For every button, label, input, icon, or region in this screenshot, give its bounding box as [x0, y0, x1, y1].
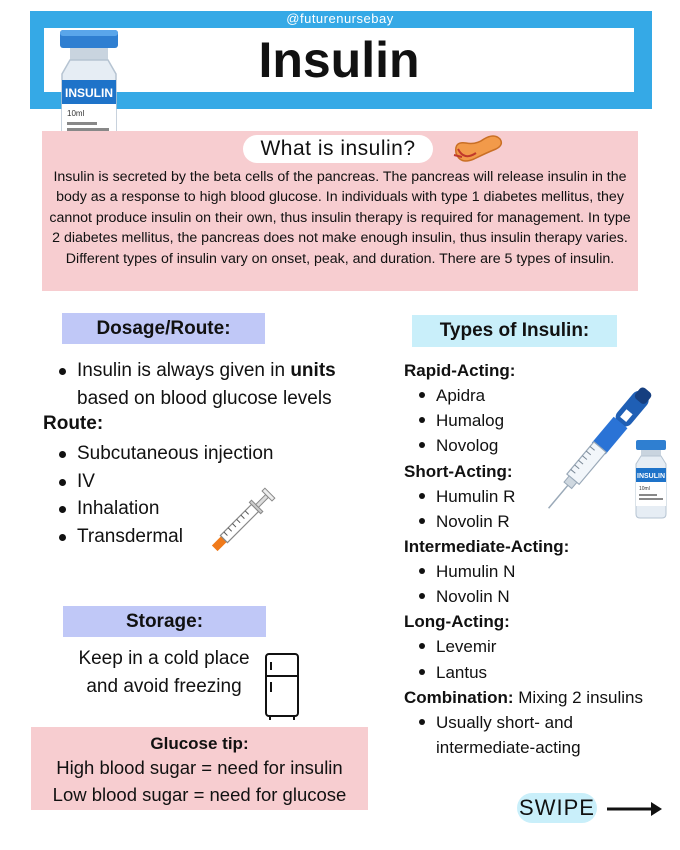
- dosage-text-pre: Insulin is always given in: [77, 360, 291, 381]
- insulin-item: Humulin R: [404, 484, 674, 509]
- insulin-item: Usually short- and intermediate-acting: [404, 710, 646, 760]
- dosage-route-label: Dosage/Route:: [62, 313, 265, 344]
- small-vial-volume: 10ml: [639, 486, 650, 492]
- storage-line-1: Keep in a cold place: [78, 648, 250, 669]
- category-combination: [404, 685, 674, 710]
- category-rapid: Rapid-Acting:: [404, 361, 516, 380]
- insulin-item: Novolin R: [404, 509, 674, 534]
- glucose-tip-line-2: Low blood sugar = need for glucose: [52, 783, 347, 805]
- intermediate-list: [404, 559, 674, 609]
- arrow-right-icon[interactable]: [605, 799, 665, 819]
- combination-text: Mixing 2 insulins: [513, 687, 643, 707]
- refrigerator-icon: [262, 652, 302, 722]
- storage-label: Storage:: [63, 606, 266, 637]
- route-item: Subcutaneous injection: [44, 440, 384, 468]
- swipe-label[interactable]: SWIPE: [517, 793, 597, 823]
- small-vial-label: INSULIN: [637, 473, 665, 480]
- what-is-insulin-body: Insulin is secreted by the beta cells of the pancreas. The pancreas will release insulin in the body as a response to high blood glucose. In individuals with type 1 diabetes mellitus, they cannot produce insulin on their own, thus insulin therapy is required for management. In type 2 diabetes mellitus, the pancreas does not make enough insulin, thus insulin therapy varies. Different types of insulin vary on onset, peak, and duration. There are 5 types of insulin.: [49, 169, 631, 267]
- syringe-icon: [202, 470, 284, 570]
- storage-line-2: and avoid freezing: [86, 676, 242, 697]
- long-list: [404, 634, 674, 684]
- dosage-text-post: based on blood glucose levels: [77, 387, 332, 409]
- glucose-tip-heading: Glucose tip:: [150, 734, 249, 753]
- insulin-item: Lantus: [404, 660, 674, 685]
- insulin-item: Levemir: [404, 634, 674, 659]
- route-item: IV: [44, 468, 384, 496]
- storage-text: [64, 645, 264, 701]
- category-short: Short-Acting:: [404, 461, 513, 481]
- dosage-units: units: [290, 360, 336, 381]
- dosage-list: [44, 357, 384, 412]
- route-item: Inhalation: [44, 495, 384, 523]
- pancreas-icon: [452, 131, 504, 165]
- category-intermediate: Intermediate-Acting:: [404, 537, 570, 557]
- route-item: Transdermal: [44, 523, 384, 551]
- small-insulin-vial-icon: [630, 438, 672, 520]
- category-long: Long-Acting:: [404, 612, 510, 632]
- dosage-bullet: [44, 357, 384, 412]
- insulin-item: Novolog: [404, 433, 674, 458]
- route-heading: Route:: [43, 413, 104, 434]
- types-of-insulin-label: Types of Insulin:: [412, 315, 617, 347]
- combination-list: [404, 710, 674, 760]
- insulin-item: Humalog: [404, 408, 674, 433]
- page-title: Insulin: [258, 32, 420, 88]
- combination-name: Combination:: [404, 687, 514, 707]
- insulin-item: Humulin N: [404, 559, 674, 584]
- vial-label: INSULIN: [65, 86, 113, 100]
- glucose-tip-line-1: High blood sugar = need for insulin: [56, 757, 343, 778]
- glucose-tip-box: [31, 727, 368, 810]
- vial-volume: 10ml: [67, 109, 85, 118]
- author-handle: @futurenursebay: [286, 11, 394, 26]
- insulin-item: Apidra: [404, 383, 674, 408]
- what-is-insulin-heading: What is insulin?: [243, 135, 433, 163]
- insulin-item: Novolin N: [404, 584, 674, 609]
